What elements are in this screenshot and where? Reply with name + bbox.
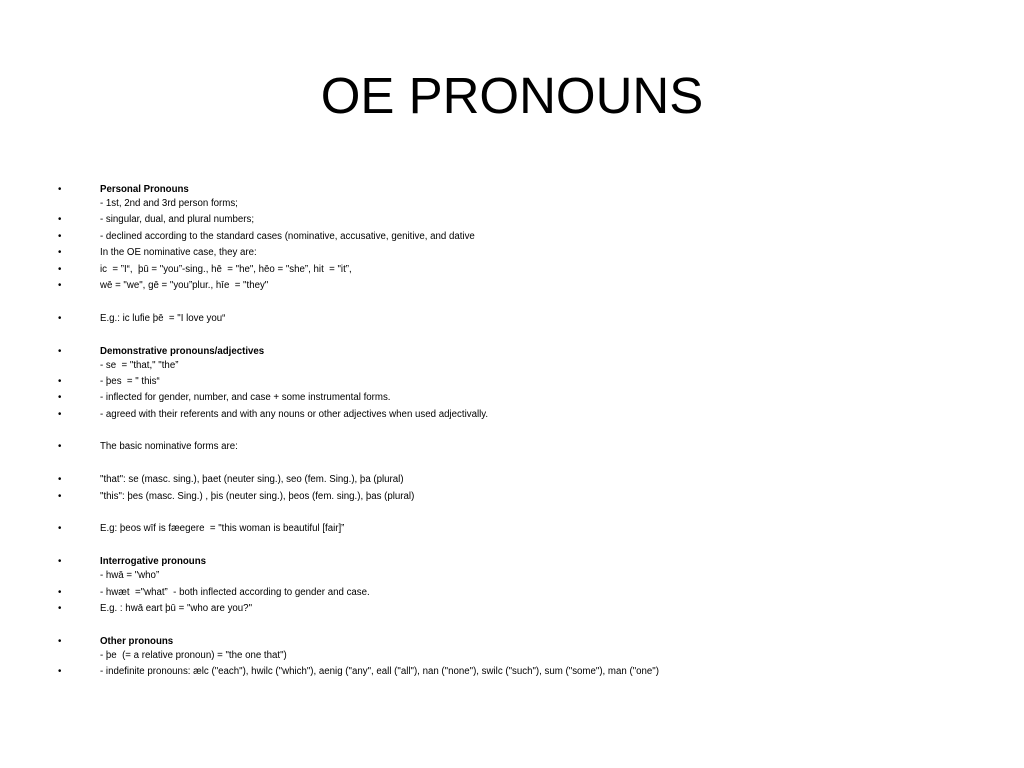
item-text: - declined according to the standard cases (nominative, accusative, genitive, and dative bbox=[100, 230, 475, 242]
list-item bbox=[0, 279, 1024, 293]
list-item bbox=[0, 183, 1024, 211]
item-text: - indefinite pronouns: ælc ("each"), hwilc ("which"), aenig ("any", eall ("all"), nan ("none"), swilc ("such"), sum ("some"), man ("one") bbox=[100, 666, 659, 678]
list-item bbox=[0, 555, 1024, 583]
item-text: - inflected for gender, number, and case + some instrumental forms. bbox=[100, 392, 391, 404]
item-text: - þes = " this“ bbox=[100, 375, 160, 387]
item-text: "that": se (masc. sing.), þaet (neuter sing.), seo (fem. Sing.), þa (plural) bbox=[100, 474, 404, 486]
item-text: - hwæt ="what” - both inflected according to gender and case. bbox=[100, 586, 370, 598]
list-item bbox=[0, 408, 1024, 422]
list-item bbox=[0, 522, 1024, 536]
list-spacer bbox=[0, 539, 1024, 553]
item-text: "this": þes (masc. Sing.) , þis (neuter sing.), þeos (fem. sing.), þas (plural) bbox=[100, 490, 415, 502]
bullet-marker bbox=[58, 213, 66, 227]
list-item bbox=[0, 375, 1024, 389]
bullet-marker bbox=[58, 602, 66, 616]
item-text: wē = "we", gē = "you”plur., hīe = "they" bbox=[100, 279, 269, 291]
list-item bbox=[0, 246, 1024, 260]
bullet-marker bbox=[58, 586, 66, 600]
bullet-marker bbox=[58, 473, 66, 487]
item-heading: Demonstrative pronouns/adjectives bbox=[100, 345, 265, 357]
bullet-marker bbox=[58, 555, 66, 569]
bullet-marker bbox=[58, 246, 66, 260]
item-text: - hwā = "who” bbox=[100, 570, 160, 582]
bullet-marker bbox=[58, 635, 66, 649]
bullet-marker bbox=[58, 440, 66, 454]
list-item bbox=[0, 440, 1024, 454]
item-text: - 1st, 2nd and 3rd person forms; bbox=[100, 198, 238, 209]
bullet-marker bbox=[58, 522, 66, 536]
bullet-marker bbox=[58, 408, 66, 422]
list-item bbox=[0, 473, 1024, 487]
list-item bbox=[0, 213, 1024, 227]
item-text: ic = ”I“, þū = "you”-sing., hē = "he", hēo = "she”, hit = "it”, bbox=[100, 263, 352, 275]
item-heading: Interrogative pronouns bbox=[100, 556, 207, 568]
list-spacer bbox=[0, 506, 1024, 520]
list-item bbox=[0, 263, 1024, 277]
list-item bbox=[0, 345, 1024, 373]
list-item bbox=[0, 635, 1024, 663]
item-heading: Personal Pronouns bbox=[100, 184, 189, 195]
bullet-marker bbox=[58, 345, 66, 359]
item-text: E.g: þeos wīf is fæegere = "this woman is beautiful [fair]” bbox=[100, 523, 345, 535]
list-spacer bbox=[0, 295, 1024, 309]
list-item bbox=[0, 490, 1024, 504]
slide-title: OE PRONOUNS bbox=[320, 67, 704, 124]
bullet-marker bbox=[58, 665, 66, 679]
item-text: E.g. : hwā eart þū = "who are you?" bbox=[100, 602, 253, 614]
list-item bbox=[0, 602, 1024, 616]
bullet-marker bbox=[58, 312, 66, 326]
bullet-marker bbox=[58, 375, 66, 389]
list-spacer bbox=[0, 424, 1024, 438]
bullet-marker bbox=[58, 230, 66, 244]
list-spacer bbox=[0, 328, 1024, 342]
item-text: E.g.: ic lufie þē = "I love you“ bbox=[100, 312, 226, 324]
bullet-marker bbox=[58, 183, 66, 197]
item-text: - agreed with their referents and with any nouns or other adjectives when used adjectivally. bbox=[100, 408, 489, 420]
list-item bbox=[0, 665, 1024, 679]
list-spacer bbox=[0, 457, 1024, 471]
item-text: - singular, dual, and plural numbers; bbox=[100, 214, 255, 226]
list-item bbox=[0, 312, 1024, 326]
list-item bbox=[0, 586, 1024, 600]
item-text: The basic nominative forms are: bbox=[100, 441, 238, 453]
item-heading: Other pronouns bbox=[100, 635, 174, 647]
bullet-marker bbox=[58, 263, 66, 277]
bullet-list bbox=[0, 183, 1024, 682]
bullet-marker bbox=[58, 490, 66, 504]
bullet-marker bbox=[58, 279, 66, 293]
item-text: - þe (= a relative pronoun) = "the one that") bbox=[100, 649, 287, 661]
list-spacer bbox=[0, 618, 1024, 632]
list-item bbox=[0, 391, 1024, 405]
bullet-marker bbox=[58, 391, 66, 405]
item-text: - se = "that," "the” bbox=[100, 359, 179, 371]
item-text: In the OE nominative case, they are: bbox=[100, 247, 257, 259]
list-item bbox=[0, 230, 1024, 244]
